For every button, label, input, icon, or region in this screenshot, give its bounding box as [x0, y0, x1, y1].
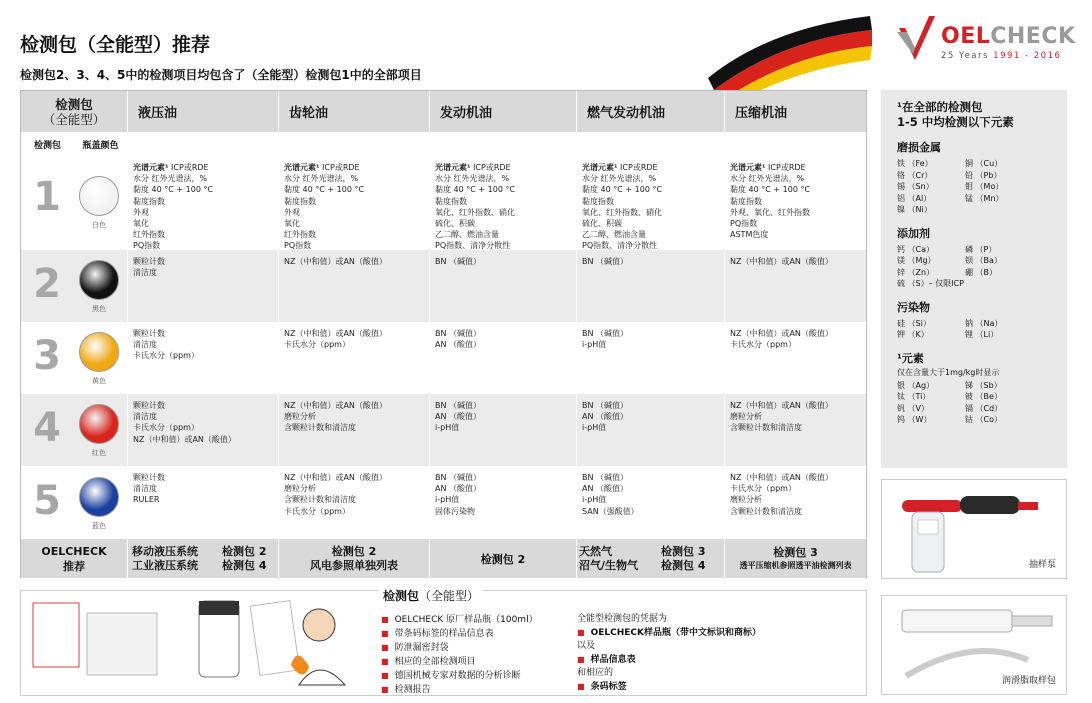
sub-header: 检测包 瓶盖颜色: [33, 140, 119, 151]
footer-label: OELCHECK 推荐: [41, 544, 107, 573]
table-header-row: [21, 91, 866, 132]
table-cell: NZ（中和值）或AN（酸值） 磨粒分析 含颗粒计数和清洁度 卡氏水分（ppm）: [284, 473, 387, 516]
element-entry: 铝 （Al）: [897, 193, 932, 203]
bottle-cap-icon: [79, 404, 119, 444]
header-engine-oil: 发动机油: [429, 91, 576, 132]
page-subtitle: 检测包2、3、4、5中的检测项目均包含了（全能型）检测包1中的全部项目: [20, 68, 422, 82]
footer-engine: 检测包 2: [429, 539, 576, 578]
element-entry: 银 （Ag）: [897, 380, 935, 390]
sulfur-note: 硫 （S）– 仅限ICP: [897, 279, 964, 288]
oelcheck-logo: [895, 10, 1075, 70]
element-entry: 铬 （Cr）: [897, 170, 933, 180]
table-cell: NZ（中和值）或AN（酸值） 磨粒分析 含颗粒计数和清洁度: [284, 401, 387, 433]
element-entry: 铅 （Pb）: [965, 170, 1002, 180]
column-divider: [127, 132, 128, 539]
kit-item: ■ 相应的全部检测项目: [381, 655, 538, 669]
element-entry: 钼 （Mo）: [965, 182, 1004, 191]
header-compressor-oil: 压缩机油: [724, 91, 866, 132]
element-entry: 镉 （Cd）: [965, 403, 1003, 413]
table-cell: BN （碱值）: [582, 257, 629, 266]
bottle-cap-icon: [79, 260, 119, 300]
table-row: [21, 394, 866, 466]
pump-image-box: [881, 479, 1067, 579]
cap-color-label: 红色: [92, 449, 106, 457]
element-entry: 铁 （Fe）: [897, 159, 933, 168]
cap-color-label: 蓝色: [92, 522, 106, 530]
bottle-cap-icon: [79, 332, 119, 372]
element-entry: 钛 （Ti）: [897, 392, 931, 401]
element-entry: 钙 （Ca）: [897, 244, 935, 254]
table-cell: 颗粒计数 清洁度: [133, 257, 165, 278]
element-entry: 钠 （Na）: [965, 318, 1003, 328]
element-entry: 钒 （V）: [897, 403, 930, 413]
element-entry: 锰 （Mn）: [965, 193, 1004, 203]
table-cell: BN （碱值） AN （酸值）: [435, 329, 482, 350]
element-entry: 镁 （Mg）: [897, 256, 936, 265]
element-entry: 钨 （W）: [897, 415, 932, 424]
table-cell: NZ（中和值）或AN（酸值） 卡氏水分（ppm）: [730, 329, 833, 350]
table-cell: 颗粒计数 清洁度 卡氏水分（ppm）: [133, 329, 199, 361]
logo-brand: OELCHECK: [941, 24, 1076, 49]
element-entry: 锌 （Zn）: [897, 267, 935, 277]
column-divider: [724, 132, 725, 539]
grease-label: 润滑脂取样包: [1001, 676, 1056, 686]
element-entry: [965, 204, 1045, 216]
table-cell: NZ（中和值）或AN（酸值）: [730, 257, 833, 266]
kit-proof-text: 全能型检测包的凭据为 ■ OELCHECK样品瓶（带中文标识和商标） 以及 ■ 样品信息表 和相应的 ■ 条码标签: [577, 613, 761, 694]
bottle-cap-icon: [79, 477, 119, 517]
element-entry: 铍 （Be）: [965, 392, 1002, 401]
pump-label: 抽样泵: [1028, 560, 1056, 570]
column-divider: [429, 132, 430, 539]
grease-image-box: [881, 595, 1067, 695]
table-cell: NZ（中和值）或AN（酸值） 卡氏水分（ppm）: [284, 329, 387, 350]
table-cell: 光谱元素¹ ICP或RDE 水分 红外光谱法，% 黏度 40 °C + 100 °C 黏度指数 外观 氧化 红外指数 PQ指数: [284, 163, 365, 251]
element-entry: 镍 （Ni）: [897, 205, 932, 214]
table-cell: BN （碱值） AN （酸值） i-pH值 SAN（强酸值）: [582, 473, 639, 516]
elements-title: ¹元素: [897, 351, 924, 365]
kit-number: 1: [33, 174, 61, 220]
table-row: [21, 250, 866, 322]
kit-contents-panel: [20, 590, 867, 696]
kit-title: 检测包（全能型）: [379, 587, 483, 604]
column-divider: [278, 132, 279, 539]
table-cell: 光谱元素¹ ICP或RDE 水分 红外光谱法，% 黏度 40 °C + 100 °C 黏度指数 外观 氧化 红外指数 PQ指数: [133, 163, 214, 251]
table-cell: NZ（中和值）或AN（酸值）: [284, 257, 387, 266]
cap-color-label: 白色: [92, 221, 106, 229]
table-cell: NZ（中和值）或AN（酸值） 卡氏水分（ppm） 磨粒分析 含颗粒计数和清洁度: [730, 473, 833, 516]
page-title: 检测包（全能型）推荐: [20, 34, 211, 56]
table-cell: 颗粒计数 清洁度 卡氏水分（ppm） NZ（中和值）或AN（酸值）: [133, 401, 236, 444]
contaminants-title: 污染物: [897, 300, 930, 314]
table-cell: BN （碱值） AN （酸值） i-pH值: [582, 401, 629, 433]
table-cell: BN （碱值）: [435, 257, 482, 266]
bottle-cap-icon: [79, 176, 119, 216]
kit-number: 4: [33, 405, 61, 451]
column-divider: [576, 132, 577, 539]
header-gear-oil: 齿轮油: [278, 91, 429, 132]
element-entry: 钡 （Ba）: [965, 256, 1002, 265]
additives-list: [897, 244, 1067, 279]
element-entry: 硼 （B）: [965, 267, 998, 277]
table-cell: 光谱元素¹ ICP或RDE 水分 红外光谱法，% 黏度 40 °C + 100 °C 黏度指数 氧化、红外指数、硝化 硫化、积碳 乙二醇、燃油含量 PQ指数、清净分散性: [435, 163, 516, 251]
kit-number: 5: [33, 478, 61, 524]
checkmark-logo-icon: [895, 14, 937, 62]
kit-item: ■ 检测报告: [381, 683, 538, 697]
kit-number: 3: [33, 333, 61, 379]
elements-head: ¹在全部的检测包 1-5 中均检测以下元素: [897, 100, 1014, 129]
table-cell: BN （碱值） AN （酸值） i-pH值 固体污染物: [435, 473, 482, 516]
header-gas-engine-oil: 燃气发动机油: [576, 91, 724, 132]
additives-title: 添加剂: [897, 226, 930, 240]
footer-compressor: 检测包 3 透平压缩机参照透平油检测列表: [724, 539, 866, 578]
table-row: [21, 156, 866, 250]
footer-gear: 检测包 2 风电参照单独列表: [278, 539, 429, 578]
test-kit-table: [20, 90, 867, 578]
element-entry: 钾 （K）: [897, 330, 929, 339]
table-cell: NZ（中和值）或AN（酸值） 磨粒分析 含颗粒计数和清洁度: [730, 401, 833, 433]
kit-illustration: [29, 595, 359, 695]
table-cell: BN （碱值） AN （酸值） i-pH值: [435, 401, 482, 433]
element-entry: 锡 （Sn）: [897, 182, 934, 191]
element-entry: 锂 （Li）: [965, 330, 999, 339]
german-flag-swoosh: [700, 8, 875, 103]
cap-color-label: 黄色: [92, 377, 106, 385]
logo-years: 25 Years 1991 - 2016: [941, 51, 1062, 61]
elements-panel: [881, 90, 1067, 468]
kit-item: ■ 德国机械专家对数据的分析诊断: [381, 669, 538, 683]
kit-items-list: [381, 613, 538, 697]
contaminants-list: [897, 318, 1067, 341]
element-entry: 磷 （P）: [965, 244, 997, 254]
table-row: [21, 466, 866, 539]
element-entry: 锑 （Sb）: [965, 380, 1002, 390]
table-cell: 光谱元素¹ ICP或RDE 水分 红外光谱法，% 黏度 40 °C + 100 °C 黏度指数 氧化、红外指数、硝化 硫化、积碳 乙二醇、燃油含量 PQ指数、清净分散性: [582, 163, 663, 251]
kit-item: ■ 防泄漏密封袋: [381, 641, 538, 655]
cap-color-label: 黑色: [92, 305, 106, 313]
table-cell: 光谱元素¹ ICP或RDE 水分 红外光谱法，% 黏度 40 °C + 100 °C 黏度指数 外观、氧化、红外指数 PQ指数 ASTM色度: [730, 163, 811, 240]
header-kit: 检测包 （全能型）: [42, 96, 106, 127]
footer-gas: 天然气 检测包 3 沼气/生物气 检测包 4: [576, 539, 724, 578]
table-row: [21, 322, 866, 394]
elements-note: 仅在含量大于1mg/kg时显示: [897, 367, 1000, 377]
wear-metals-list: [897, 158, 1067, 216]
kit-number: 2: [33, 261, 61, 307]
element-entry: 铜 （Cu）: [965, 159, 1003, 168]
table-cell: 颗粒计数 清洁度 RULER: [133, 473, 165, 505]
element-entry: 钴 （Co）: [965, 415, 1003, 424]
elements-list: [897, 380, 1067, 426]
footer-hydraulic: 移动液压系统 检测包 2 工业液压系统 检测包 4: [127, 539, 278, 578]
header-hydraulic-oil: 液压油: [127, 91, 278, 132]
recommendation-row: [21, 539, 866, 578]
wear-metals-title: 磨损金属: [897, 141, 941, 154]
kit-item: ■ OELCHECK 原厂样品瓶（100ml）: [381, 613, 538, 627]
table-cell: BN （碱值） i-pH值: [582, 329, 629, 350]
kit-item: ■ 带条码标签的样品信息表: [381, 627, 538, 641]
element-entry: 硅 （Si）: [897, 318, 931, 328]
